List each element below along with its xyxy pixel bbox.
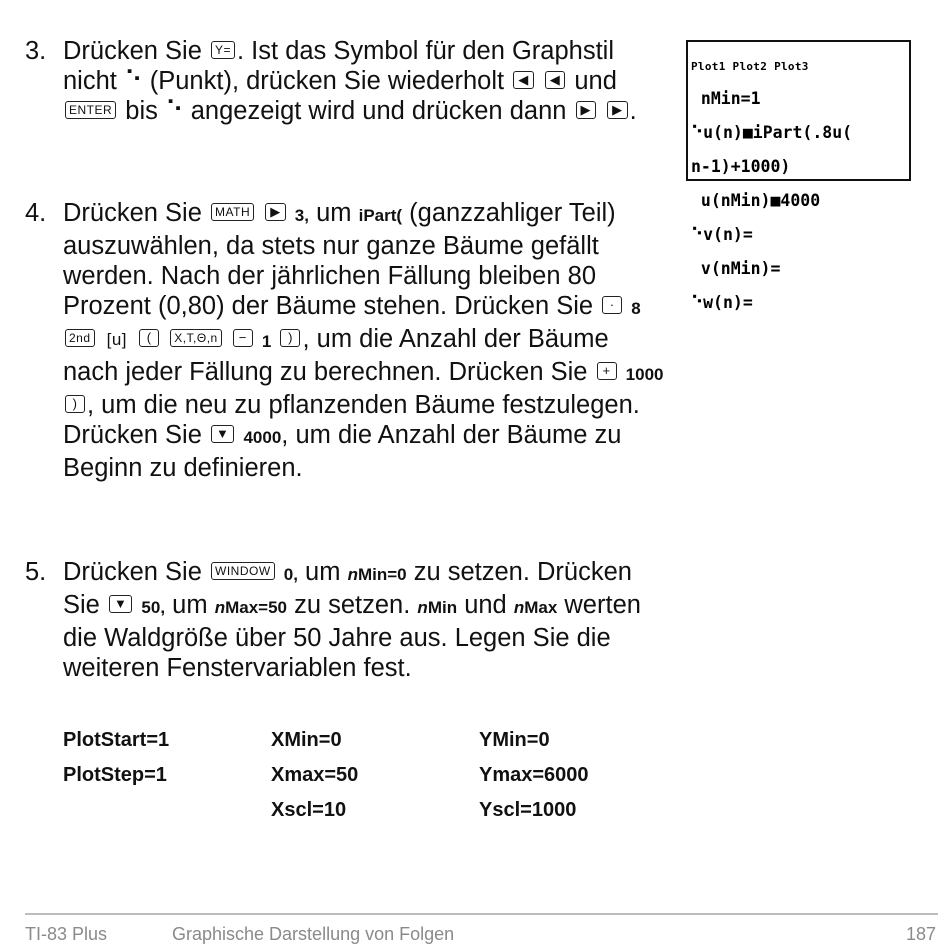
step-text <box>63 557 665 683</box>
var-xscl: Xscl=10 <box>271 799 347 821</box>
text: Drücken Sie <box>63 558 202 586</box>
key-y-equals: Y= <box>211 41 235 59</box>
key-right: ▶ <box>607 101 628 119</box>
step-number: 3. <box>25 37 47 65</box>
dot-style-icon: ⠑ <box>164 97 184 125</box>
key-enter: ENTER <box>65 101 116 119</box>
key-right: ▶ <box>576 101 597 119</box>
bold-italic-text: n <box>347 565 358 584</box>
key-down: ▼ <box>109 595 132 613</box>
screen-line: nMin=1 <box>691 89 761 108</box>
bold-text: 8 <box>631 299 641 318</box>
bold-text: 1000 <box>625 365 664 384</box>
text: um <box>172 591 208 619</box>
screen-line: ⠑v(n)= <box>691 225 753 244</box>
screen-line: ⠑u(n)■iPart(.8u( <box>691 123 853 142</box>
text: um <box>316 199 352 227</box>
text: (ganzzahliger Teil) auszuwählen, da stets nur ganze Bäume gefällt werden. Nach der jährlichen Fällung bleiben 80 Prozent (0,80) der Bäume stehen. Drücken Sie <box>63 199 616 320</box>
key-down: ▼ <box>211 425 234 443</box>
var-plotstep: PlotStep=1 <box>63 764 167 786</box>
var-ymin: YMin=0 <box>479 729 550 751</box>
step-5 <box>25 557 665 683</box>
bold-text: Max <box>524 598 558 617</box>
calculator-screen <box>686 40 911 312</box>
key-minus: − <box>233 329 253 347</box>
screen-line: ⠑w(n)= <box>691 293 753 312</box>
key-left: ◀ <box>545 71 566 89</box>
text: Drücken Sie <box>63 37 202 65</box>
text: . <box>629 97 637 125</box>
var-yscl: Yscl=1000 <box>479 799 577 821</box>
key-plus: + <box>597 362 617 380</box>
key-u: [u] <box>106 330 128 350</box>
text: angezeigt wird und drücken dann <box>190 97 567 125</box>
key-math: MATH <box>211 203 254 221</box>
bold-text: Min=0 <box>357 565 407 584</box>
screen-line: u(nMin)■4000 <box>691 191 821 210</box>
step-number: 4. <box>25 199 47 227</box>
step-text <box>63 36 665 126</box>
key-xt-theta-n: X,T,Θ,n <box>170 329 222 347</box>
bold-text: 1 <box>261 332 272 351</box>
bold-text: 50, <box>141 598 166 617</box>
bold-italic-text: n <box>513 598 525 617</box>
plot-header: Plot1 Plot2 Plot3 <box>691 60 809 73</box>
key-left: ◀ <box>513 71 534 89</box>
dot-style-icon: ⠑ <box>123 67 143 95</box>
var-plotstart: PlotStart=1 <box>63 729 170 751</box>
key-open-paren: ( <box>139 329 159 347</box>
text: bis <box>125 97 158 125</box>
text: , um die Anzahl der Bäume nach jeder Fällung zu berechnen. Drücken Sie <box>63 325 609 386</box>
var-ymax: Ymax=6000 <box>479 764 589 786</box>
page-number: 187 <box>905 924 936 944</box>
key-window: WINDOW <box>211 562 275 580</box>
step-3 <box>25 36 665 126</box>
text: Drücken Sie <box>63 199 202 227</box>
key-decimal: · <box>602 296 622 314</box>
bold-text: 4000 <box>243 428 282 447</box>
bold-text: 3, <box>294 206 309 225</box>
var-xmax: Xmax=50 <box>271 764 359 786</box>
bold-text: iPart( <box>358 206 403 225</box>
screen-line: v(nMin)= <box>691 259 781 278</box>
bold-text: Max=50 <box>225 598 287 617</box>
text: werten die Waldgröße über 50 Jahre aus. Legen Sie die weiteren Fenstervariablen fest. <box>63 591 641 682</box>
window-variables <box>63 723 679 828</box>
text: . Ist das Symbol für den Graphstil nicht <box>63 37 615 95</box>
footer-product: TI-83 Plus <box>25 924 108 944</box>
footer-chapter: Graphische Darstellung von Folgen <box>172 924 455 944</box>
var-xmin: XMin=0 <box>271 729 342 751</box>
var-empty <box>63 793 271 828</box>
bold-text: Min <box>427 598 458 617</box>
step-4 <box>25 198 665 483</box>
key-right: ▶ <box>265 203 286 221</box>
text: und <box>574 67 617 95</box>
step-text <box>63 198 665 483</box>
screen-line: n-1)+1000) <box>691 157 791 176</box>
key-2nd: 2nd <box>65 329 95 347</box>
text: zu setzen. <box>294 591 411 619</box>
text: um <box>305 558 341 586</box>
text: , um die Anzahl der Bäume zu Beginn zu definieren. <box>63 421 622 482</box>
bold-italic-text: n <box>417 598 428 617</box>
bold-text: 0, <box>283 565 298 584</box>
key-close-paren: ) <box>65 395 85 413</box>
bold-italic-text: n <box>214 598 226 617</box>
footer-divider <box>25 913 938 915</box>
step-number: 5. <box>25 558 47 586</box>
key-close-paren: ) <box>280 329 300 347</box>
text: und <box>464 591 507 619</box>
text: , um die neu zu pflanzenden Bäume festzulegen. Drücken Sie <box>63 391 640 449</box>
text: zu setzen. Drücken Sie <box>63 558 632 619</box>
text: (Punkt), drücken Sie wiederholt <box>149 67 505 95</box>
